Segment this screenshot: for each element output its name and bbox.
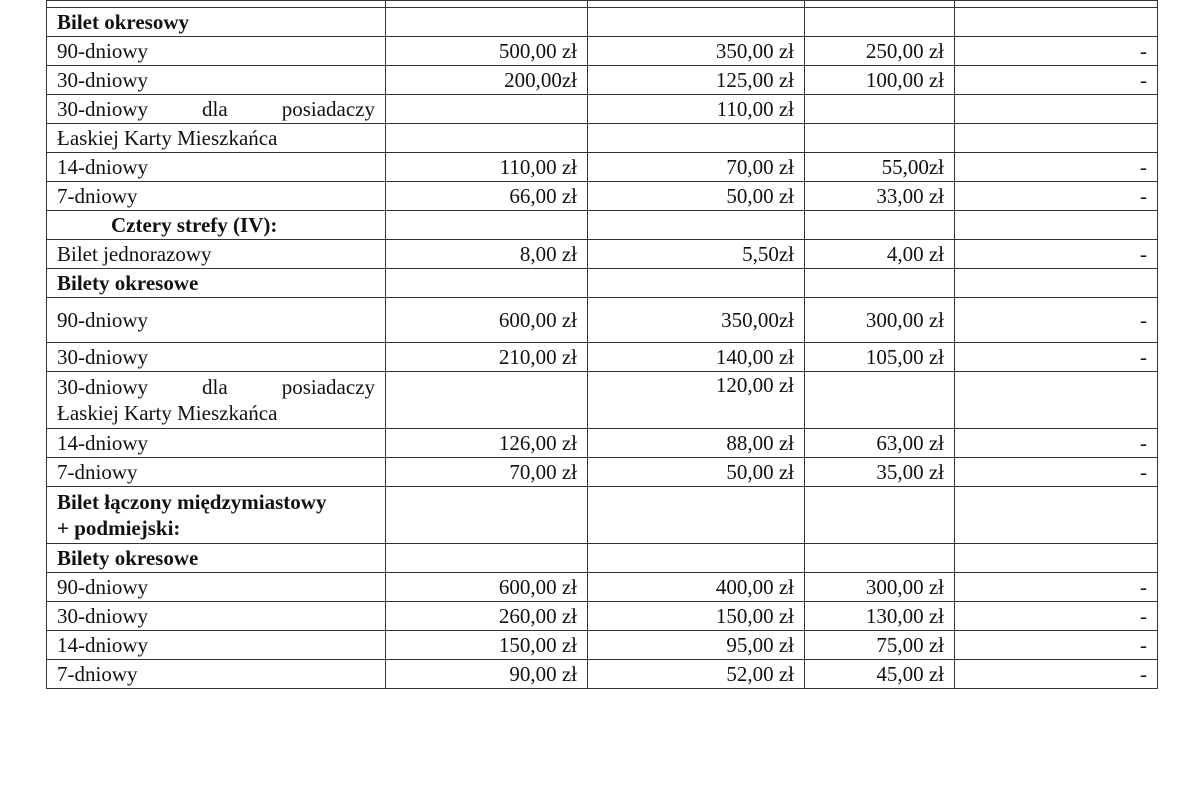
table-row — [47, 95, 1158, 124]
price-cell-col1: 200,00zł — [386, 66, 588, 95]
price-cell-col1: 70,00 zł — [386, 458, 588, 487]
table-row — [47, 211, 1158, 240]
ticket-type-label: 90-dniowy — [57, 308, 148, 332]
price-cell-col2: 5,50zł — [588, 240, 805, 269]
ticket-type-cell — [47, 8, 386, 37]
section-heading: Bilet łączony międzymiastowy — [57, 490, 327, 514]
price-cell-col2 — [588, 487, 805, 544]
ticket-type-label — [57, 374, 375, 400]
ticket-type-cell — [47, 211, 386, 240]
price-cell-col4: - — [955, 343, 1158, 372]
price-cell-col4 — [955, 124, 1158, 153]
price-cell-col2 — [588, 1, 805, 8]
price-cell-col3 — [805, 372, 955, 429]
table-row — [47, 153, 1158, 182]
price-cell-col1 — [386, 8, 588, 37]
ticket-type-cell — [47, 372, 386, 429]
price-cell-col1 — [386, 211, 588, 240]
price-cell-col4: - — [955, 66, 1158, 95]
ticket-type-cell — [47, 1, 386, 8]
price-cell-col2: 150,00 zł — [588, 602, 805, 631]
price-cell-col4: - — [955, 240, 1158, 269]
price-cell-col4: - — [955, 37, 1158, 66]
price-cell-col2: 50,00 zł — [588, 458, 805, 487]
zone-heading: Cztery strefy (IV): — [111, 213, 278, 237]
ticket-type-cell — [47, 487, 386, 544]
price-cell-col3 — [805, 544, 955, 573]
price-cell-col1: 600,00 zł — [386, 573, 588, 602]
price-cell-col4: - — [955, 153, 1158, 182]
table-row — [47, 37, 1158, 66]
section-heading: Bilety okresowe — [57, 546, 199, 570]
ticket-type-label: 14-dniowy — [57, 633, 148, 657]
price-cell-col1: 210,00 zł — [386, 343, 588, 372]
table-row — [47, 240, 1158, 269]
ticket-type-label: 30-dniowy — [57, 604, 148, 628]
ticket-type-cell — [47, 66, 386, 95]
price-cell-col2: 88,00 zł — [588, 429, 805, 458]
price-cell-col1: 150,00 zł — [386, 631, 588, 660]
table-row — [47, 343, 1158, 372]
price-cell-col4: - — [955, 429, 1158, 458]
price-cell-col4: - — [955, 631, 1158, 660]
ticket-type-word: 30-dniowy — [57, 97, 148, 121]
price-cell-col3: 300,00 zł — [805, 573, 955, 602]
ticket-type-cell — [47, 544, 386, 573]
section-heading: Bilet okresowy — [57, 10, 190, 34]
ticket-type-cell — [47, 458, 386, 487]
price-cell-col2: 350,00 zł — [588, 37, 805, 66]
price-cell-col1: 8,00 zł — [386, 240, 588, 269]
price-cell-col4: - — [955, 602, 1158, 631]
table-row — [47, 182, 1158, 211]
price-cell-col3 — [805, 211, 955, 240]
price-cell-col2: 140,00 zł — [588, 343, 805, 372]
ticket-type-word: dla — [202, 97, 228, 121]
price-cell-col3: 100,00 zł — [805, 66, 955, 95]
price-cell-col1 — [386, 269, 588, 298]
price-cell-col4: - — [955, 182, 1158, 211]
section-heading-line2: + podmiejski: — [57, 516, 181, 540]
ticket-type-label: 30-dniowy — [57, 68, 148, 92]
price-cell-col4 — [955, 544, 1158, 573]
price-cell-col3: 4,00 zł — [805, 240, 955, 269]
ticket-type-cell — [47, 153, 386, 182]
price-cell-col4 — [955, 1, 1158, 8]
table-row — [47, 8, 1158, 37]
price-cell-col1: 110,00 zł — [386, 153, 588, 182]
price-cell-col1: 66,00 zł — [386, 182, 588, 211]
ticket-type-word: 30-dniowy — [57, 375, 148, 399]
price-cell-col2: 400,00 zł — [588, 573, 805, 602]
table-row — [47, 602, 1158, 631]
ticket-type-cell — [47, 269, 386, 298]
ticket-type-label: 14-dniowy — [57, 431, 148, 455]
table-row — [47, 1, 1158, 8]
price-cell-col2 — [588, 8, 805, 37]
price-cell-col2: 50,00 zł — [588, 182, 805, 211]
price-cell-col1 — [386, 95, 588, 124]
ticket-type-cell — [47, 37, 386, 66]
price-cell-col2: 95,00 zł — [588, 631, 805, 660]
price-cell-col4: - — [955, 660, 1158, 689]
price-cell-col4: - — [955, 458, 1158, 487]
price-cell-col4: - — [955, 298, 1158, 343]
table-row — [47, 66, 1158, 95]
price-cell-col4 — [955, 95, 1158, 124]
price-cell-col2: 120,00 zł — [588, 372, 805, 429]
price-cell-col3: 105,00 zł — [805, 343, 955, 372]
ticket-type-cell — [47, 660, 386, 689]
ticket-type-label: 7-dniowy — [57, 184, 138, 208]
price-cell-col1: 126,00 zł — [386, 429, 588, 458]
ticket-type-cell — [47, 573, 386, 602]
ticket-type-label: Łaskiej Karty Mieszkańca — [57, 126, 278, 150]
ticket-type-word: posiadaczy — [281, 375, 375, 399]
price-cell-col2: 52,00 zł — [588, 660, 805, 689]
table-row — [47, 631, 1158, 660]
ticket-type-cell — [47, 124, 386, 153]
price-cell-col4 — [955, 269, 1158, 298]
table-row — [47, 660, 1158, 689]
ticket-type-word: dla — [202, 375, 228, 399]
ticket-type-cell — [47, 240, 386, 269]
price-cell-col3: 63,00 zł — [805, 429, 955, 458]
price-cell-col3 — [805, 487, 955, 544]
table-row — [47, 429, 1158, 458]
price-cell-col1: 90,00 zł — [386, 660, 588, 689]
ticket-type-label: 7-dniowy — [57, 662, 138, 686]
price-cell-col3: 35,00 zł — [805, 458, 955, 487]
price-cell-col4: - — [955, 573, 1158, 602]
ticket-type-cell — [47, 298, 386, 343]
price-cell-col4 — [955, 8, 1158, 37]
price-cell-col4 — [955, 487, 1158, 544]
section-heading: Bilety okresowe — [57, 271, 199, 295]
price-cell-col1 — [386, 124, 588, 153]
price-cell-col2: 70,00 zł — [588, 153, 805, 182]
ticket-type-cell — [47, 429, 386, 458]
ticket-type-label: 90-dniowy — [57, 575, 148, 599]
ticket-type-cell — [47, 602, 386, 631]
price-cell-col3: 300,00 zł — [805, 298, 955, 343]
ticket-type-cell — [47, 95, 386, 124]
ticket-type-label: 7-dniowy — [57, 460, 138, 484]
ticket-type-cell — [47, 182, 386, 211]
price-cell-col3: 250,00 zł — [805, 37, 955, 66]
table-row — [47, 269, 1158, 298]
price-cell-col1: 500,00 zł — [386, 37, 588, 66]
table-row — [47, 544, 1158, 573]
price-cell-col3 — [805, 269, 955, 298]
ticket-type-label: 14-dniowy — [57, 155, 148, 179]
fare-table — [46, 0, 1158, 689]
price-cell-col2: 125,00 zł — [588, 66, 805, 95]
price-cell-col3: 55,00zł — [805, 153, 955, 182]
price-cell-col3 — [805, 95, 955, 124]
price-cell-col2: 110,00 zł — [588, 95, 805, 124]
table-row — [47, 573, 1158, 602]
price-cell-col1: 260,00 zł — [386, 602, 588, 631]
ticket-type-label: 90-dniowy — [57, 39, 148, 63]
price-cell-col1 — [386, 544, 588, 573]
ticket-type-label: Bilet jednorazowy — [57, 242, 212, 266]
table-row — [47, 372, 1158, 429]
ticket-type-cell — [47, 343, 386, 372]
price-cell-col2: 350,00zł — [588, 298, 805, 343]
price-cell-col2 — [588, 269, 805, 298]
price-cell-col1: 600,00 zł — [386, 298, 588, 343]
price-cell-col3 — [805, 8, 955, 37]
ticket-type-label: 30-dniowy — [57, 345, 148, 369]
ticket-type-word: posiadaczy — [281, 97, 375, 121]
table-row — [47, 298, 1158, 343]
price-cell-col3: 130,00 zł — [805, 602, 955, 631]
fare-table-body — [47, 1, 1158, 689]
ticket-type-label — [57, 95, 375, 123]
price-cell-col3: 33,00 zł — [805, 182, 955, 211]
price-cell-col3: 45,00 zł — [805, 660, 955, 689]
price-cell-col2 — [588, 124, 805, 153]
table-row — [47, 124, 1158, 153]
price-cell-col1 — [386, 372, 588, 429]
price-cell-col1 — [386, 1, 588, 8]
table-row — [47, 487, 1158, 544]
price-cell-col2 — [588, 211, 805, 240]
price-cell-col3 — [805, 124, 955, 153]
table-row — [47, 458, 1158, 487]
price-cell-col1 — [386, 487, 588, 544]
ticket-type-label-line2: Łaskiej Karty Mieszkańca — [57, 401, 278, 425]
price-cell-col4 — [955, 211, 1158, 240]
price-cell-col4 — [955, 372, 1158, 429]
price-cell-col3 — [805, 1, 955, 8]
price-cell-col2 — [588, 544, 805, 573]
ticket-type-cell — [47, 631, 386, 660]
price-cell-col3: 75,00 zł — [805, 631, 955, 660]
